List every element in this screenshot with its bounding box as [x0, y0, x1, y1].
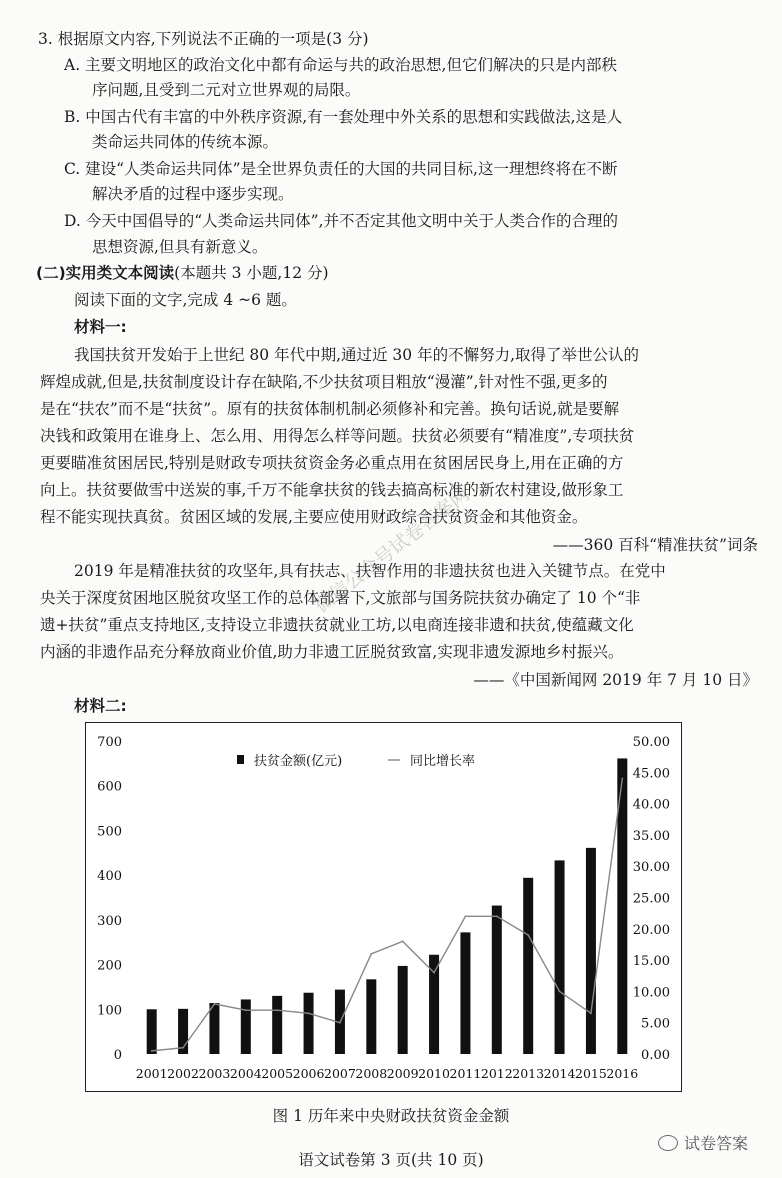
right-tick-label: 15.00	[632, 954, 670, 970]
right-tick-label: 35.00	[632, 828, 670, 844]
growth-rate-line	[152, 779, 623, 1051]
left-tick-label: 100	[97, 1003, 122, 1019]
x-tick-label: 2004	[229, 1066, 262, 1081]
right-axis-ticks	[633, 735, 670, 1063]
left-tick-label: 400	[97, 869, 122, 885]
x-tick-label: 2007	[324, 1066, 356, 1081]
option-a-line1: A. 主要文明地区的政治文化中都有命运与共的政治思想,但它们解决的只是内部秩	[64, 56, 617, 74]
growth-point-2010	[433, 972, 435, 974]
watermark-text: 试卷答案	[683, 1134, 748, 1153]
material-2-label: 材料二:	[74, 697, 127, 715]
x-tick-label: 2016	[606, 1066, 639, 1081]
bar-2013	[523, 878, 533, 1054]
right-tick-label: 10.00	[632, 985, 670, 1001]
legend-bar-swatch	[237, 755, 244, 764]
option-c-line1: C. 建设“人类命运共同体”是全世界负责任的大国的共同目标,这一理想终将在不断	[64, 160, 618, 178]
m1-p1-line: 是在“扶农”而不是“扶贫”。原有的扶贫体制机制必须修补和完善。换句话说,就是要解	[40, 400, 620, 418]
bar-series	[147, 758, 628, 1054]
option-b-line1: B. 中国古代有丰富的中外秩序资源,有一套处理中外关系的思想和实践做法,这是人	[64, 108, 623, 126]
growth-point-2002	[182, 1047, 184, 1049]
right-tick-label: 25.00	[632, 891, 670, 907]
right-tick-label: 45.00	[632, 766, 670, 782]
section-title: (二)实用类文本阅读	[36, 264, 175, 282]
option-d-line1: D. 今天中国倡导的“人类命运共同体”,并不否定其他文明中关于人类合作的合理的	[64, 212, 619, 230]
x-tick-label: 2009	[386, 1066, 419, 1081]
section-heading	[36, 262, 329, 284]
m1-source-1: ——360 百科“精准扶贫”词条	[552, 536, 758, 554]
bar-2015	[586, 848, 596, 1054]
bar-2004	[241, 999, 251, 1054]
left-tick-label: 600	[97, 779, 122, 795]
growth-line-series	[151, 778, 623, 1052]
m1-p2-line: 遗+扶贫”重点支持地区,支持设立非遗扶贫就业工坊,以电商连接非遗和扶贫,使蕴藏文化	[40, 616, 634, 634]
bar-2014	[555, 860, 565, 1054]
left-axis-ticks	[97, 735, 122, 1063]
x-tick-label: 2015	[575, 1066, 607, 1081]
growth-point-2001	[151, 1050, 153, 1052]
question-3-stem: 3. 根据原文内容,下列说法不正确的一项是(3 分)	[38, 30, 369, 48]
diagonal-watermark: 微信公众号试卷答案网	[310, 483, 474, 618]
section-note: (本题共 3 小题,12 分)	[174, 264, 329, 282]
x-tick-label: 2003	[198, 1066, 231, 1081]
x-tick-label: 2010	[418, 1066, 450, 1081]
growth-point-2012	[496, 915, 498, 917]
left-tick-label: 0	[113, 1048, 122, 1063]
chart-svg	[86, 723, 681, 1091]
chart-legend	[237, 753, 475, 769]
x-tick-label: 2008	[355, 1066, 388, 1081]
m1-p1-line: 向上。扶贫要做雪中送炭的事,千万不能拿扶贫的钱去搞高标准的新农村建设,做形象工	[40, 481, 624, 499]
bar-2008	[366, 979, 376, 1054]
x-tick-label: 2011	[449, 1066, 482, 1081]
instruction: 阅读下面的文字,完成 4 ~6 题。	[74, 291, 297, 309]
growth-point-2008	[370, 953, 372, 955]
left-tick-label: 200	[97, 958, 122, 974]
figure-caption: 图 1 历年来中央财政扶贫资金金额	[272, 1107, 510, 1125]
bar-2009	[398, 966, 408, 1054]
option-b-line2: 类命运共同体的传统本源。	[92, 133, 279, 151]
x-tick-label: 2001	[135, 1066, 168, 1081]
bar-2006	[304, 993, 314, 1054]
bar-2001	[147, 1009, 157, 1054]
m1-p1-line: 决钱和政策用在谁身上、怎么用、用得怎么样等问题。扶贫必须要有“精准度”,专项扶贫	[40, 427, 635, 445]
growth-point-2015	[590, 1012, 592, 1014]
bar-2003	[209, 1003, 219, 1054]
growth-point-2004	[245, 1009, 247, 1011]
growth-point-2007	[339, 1022, 341, 1024]
poverty-funding-chart	[85, 722, 682, 1092]
bar-2005	[272, 996, 282, 1054]
x-axis-ticks	[136, 1066, 638, 1081]
option-d-line2: 思想资源,但具有新意义。	[92, 238, 268, 256]
option-c-line2: 解决矛盾的过程中逐步实现。	[92, 185, 294, 203]
right-tick-label: 5.00	[641, 1016, 670, 1032]
page-footer: 语文试卷第 3 页(共 10 页)	[298, 1151, 484, 1169]
left-tick-label: 300	[97, 913, 122, 929]
m1-p1-line: 更要瞄准贫困居民,特别是财政专项扶贫资金务必重点用在贫困居民身上,用在正确的方	[40, 454, 624, 472]
bar-2011	[460, 932, 470, 1054]
left-tick-label: 700	[97, 735, 122, 750]
growth-point-2005	[276, 1009, 278, 1011]
x-tick-label: 2006	[292, 1066, 325, 1081]
m1-p2-line: 央关于深度贫困地区脱贫攻坚工作的总体部署下,文旅部与国务院扶贫办确定了 10 个“非	[40, 589, 641, 607]
m1-p1-line: 我国扶贫开发始于上世纪 80 年代中期,通过近 30 年的不懈努力,取得了举世公认的	[74, 346, 640, 364]
legend-bar-label: 扶贫金额(亿元)	[254, 754, 343, 769]
x-tick-label: 2005	[261, 1066, 294, 1081]
m1-p1-line: 辉煌成就,但是,扶贫制度设计存在缺陷,不少扶贫项目粗放“漫灌”,针对性不强,更多的	[40, 373, 608, 391]
right-tick-label: 20.00	[632, 922, 670, 938]
x-tick-label: 2013	[512, 1066, 545, 1081]
m1-p1-line: 程不能实现扶真贫。贫困区域的发展,主要应使用财政综合扶贫资金和其他资金。	[40, 508, 588, 526]
option-a-line2: 序问题,且受到二元对立世界观的局限。	[92, 81, 361, 99]
growth-point-2006	[308, 1012, 310, 1014]
growth-point-2011	[465, 915, 467, 917]
x-tick-label: 2012	[480, 1066, 513, 1081]
x-tick-label: 2002	[167, 1066, 199, 1081]
material-1-label: 材料一:	[74, 318, 127, 336]
m1-source-2: ——《中国新闻网 2019 年 7 月 10 日》	[473, 671, 758, 689]
legend-line-label: 同比增长率	[410, 754, 476, 769]
right-tick-label: 40.00	[632, 797, 670, 813]
m1-p2-line: 内涵的非遗作品充分释放商业价值,助力非遗工匠脱贫致富,实现非遗发源地乡村振兴。	[40, 643, 624, 661]
growth-point-2013	[527, 934, 529, 936]
right-tick-label: 0.00	[641, 1048, 670, 1063]
growth-point-2016	[621, 778, 623, 780]
bar-2012	[492, 906, 502, 1054]
m1-p2-line: 2019 年是精准扶贫的攻坚年,具有扶志、扶智作用的非遗扶贫也进入关键节点。在党中	[74, 562, 666, 580]
growth-point-2003	[214, 1003, 216, 1005]
right-tick-label: 50.00	[632, 735, 670, 750]
left-tick-label: 500	[97, 824, 122, 840]
right-tick-label: 30.00	[632, 860, 670, 876]
x-tick-label: 2014	[543, 1066, 576, 1081]
growth-point-2009	[402, 940, 404, 942]
growth-point-2014	[559, 991, 561, 993]
